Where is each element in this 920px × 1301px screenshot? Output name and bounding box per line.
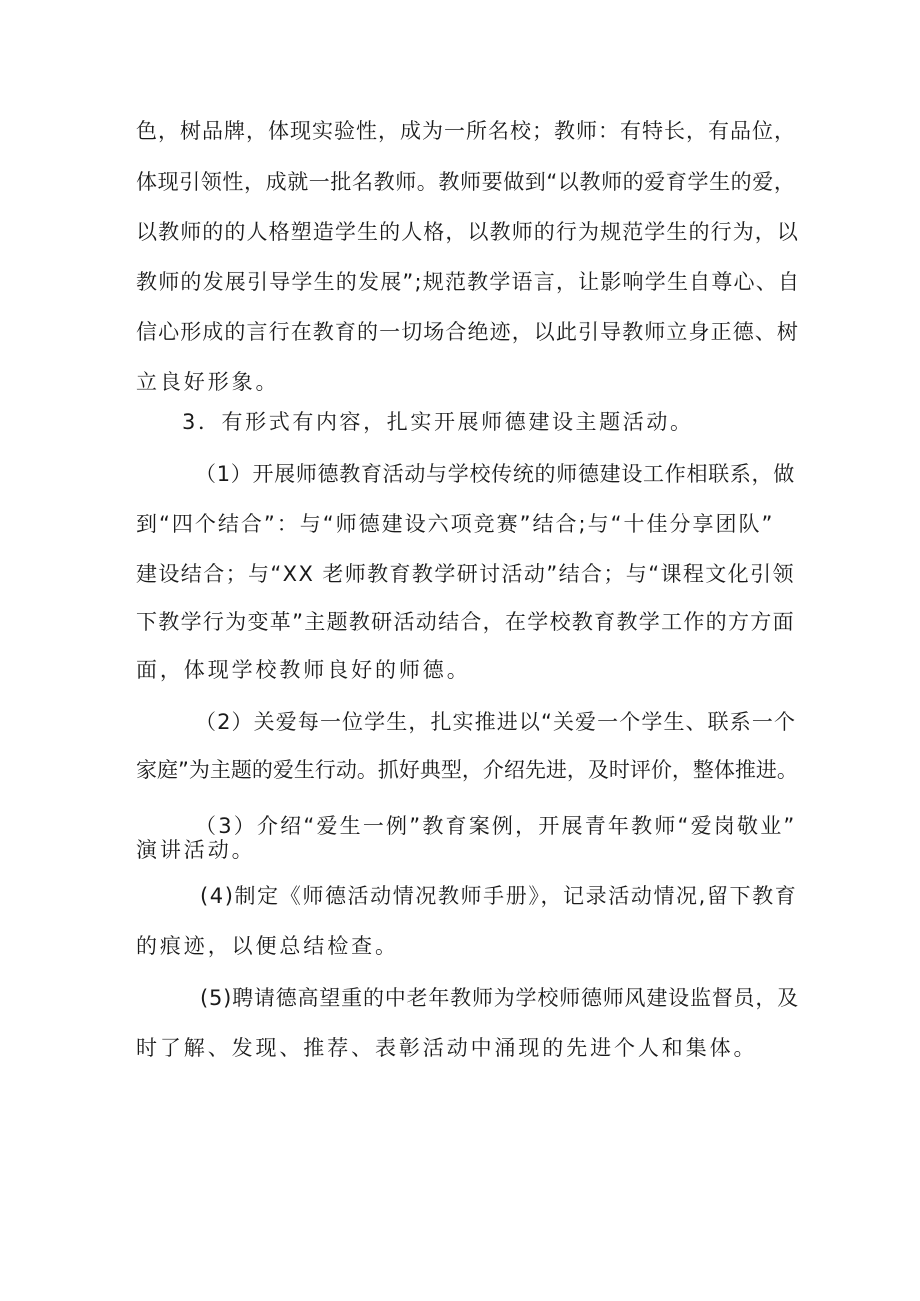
text-line: 3．有形式有内容，扎实开展师德建设主题活动。: [182, 410, 694, 434]
text-line: 时了解、发现、推荐、表彰活动中涌现的先进个人和集体。: [136, 1036, 758, 1060]
text-line: 下教学行为变革”主题教研活动结合，在学校教育教学工作的方方面: [136, 610, 795, 634]
text-line: 到“四个结合”：与“师德建设六项竞赛”结合;与“十佳分享团队”: [136, 512, 775, 536]
text-line: 家庭”为主题的爱生行动。抓好典型，介绍先进，及时评价，整体推进。: [136, 758, 798, 782]
text-line: 的痕迹，以便总结检查。: [136, 934, 399, 958]
text-line: （1）开展师德教育活动与学校传统的师德建设工作相联系，做: [195, 462, 795, 486]
text-line: 色，树品牌，体现实验性，成为一所名校；教师：有特长，有品位，: [136, 119, 796, 143]
text-line: 面，体现学校教师良好的师德。: [136, 658, 471, 682]
text-line: 演讲活动。: [136, 838, 256, 862]
text-line: (5)聘请德高望重的中老年教师为学校师德师风建设监督员，及: [200, 986, 799, 1010]
text-line: 以教师的的人格塑造学生的人格，以教师的行为规范学生的行为，以: [136, 220, 799, 244]
text-line: (4)制定《师德活动情况教师手册》，记录活动情况,留下教育: [200, 884, 798, 908]
text-line: 建设结合；与“XX 老师教育教学研讨活动”结合；与“课程文化引领: [136, 562, 795, 586]
text-line: （3）介绍“爱生一例”教育案例，开展青年教师“爱岗敬业”: [195, 814, 797, 838]
text-line: 体现引领性，成就一批名教师。教师要做到“以教师的爱育学生的爱，: [136, 170, 796, 194]
text-line: 立良好形象。: [136, 370, 280, 394]
text-line: 信心形成的言行在教育的一切场合绝迹，以此引导教师立身正德、树: [136, 320, 799, 344]
text-line: 教师的发展引导学生的发展”;规范教学语言，让影响学生自尊心、自: [136, 270, 801, 294]
text-line: （2）关爱每一位学生，扎实推进以“关爱一个学生、联系一个: [195, 710, 797, 734]
